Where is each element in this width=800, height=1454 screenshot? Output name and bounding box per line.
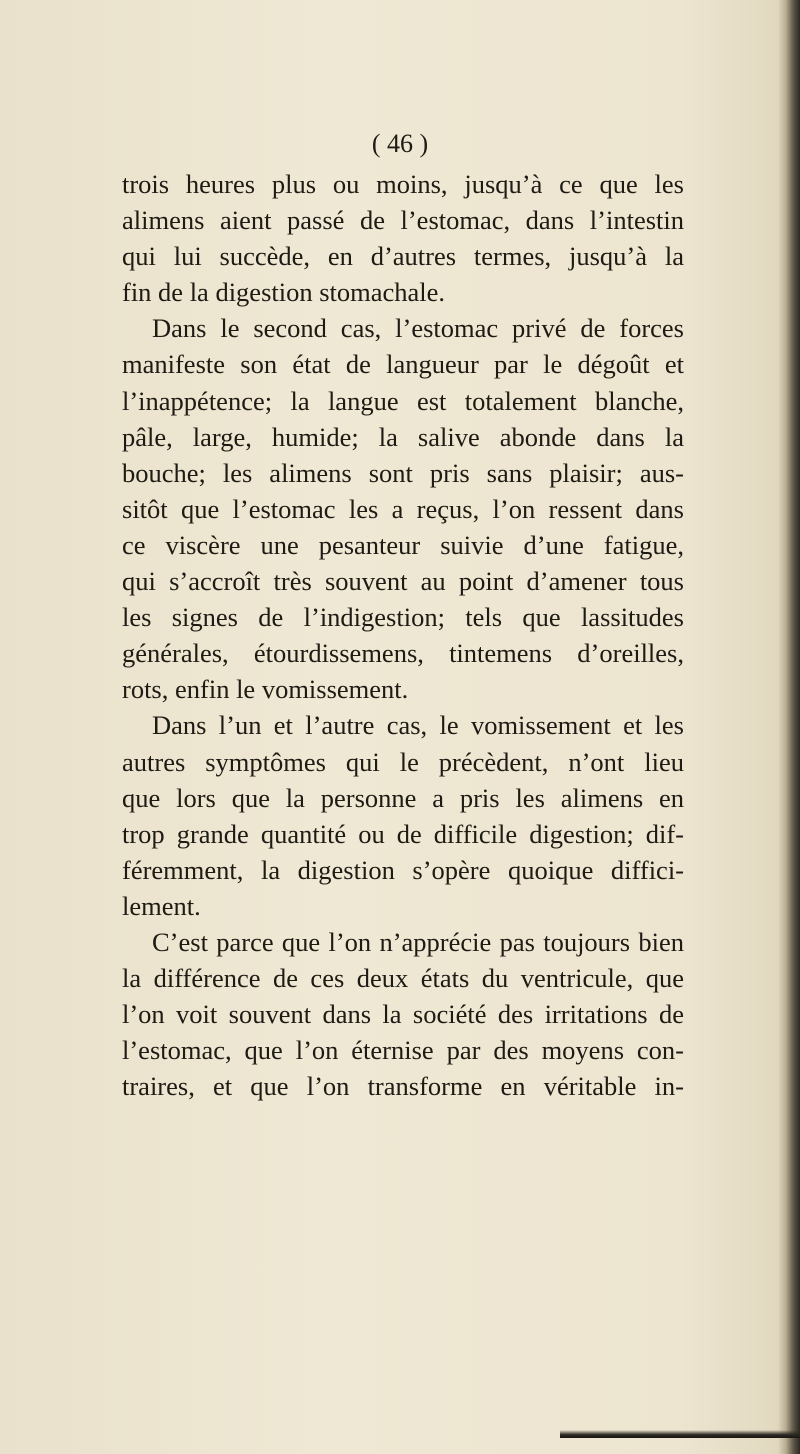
text-line: lement. (122, 890, 201, 921)
text-line: C’est parce que l’on n’apprécie pas toujours bien (152, 926, 684, 957)
text-line: trois heures plus ou moins, jusqu’à ce que les (122, 169, 684, 199)
book-spine-shadow (778, 0, 800, 1454)
text-line: rots, enfin le vomissement. (122, 674, 409, 705)
text-line: trop grande quantité ou de difficile digestion; dif- (122, 818, 684, 849)
text-line: les signes de l’indigestion; tels que lassitudes (122, 602, 684, 633)
text-line: féremment, la digestion s’opère quoique diffici- (122, 854, 684, 885)
text-line: bouche; les alimens sont pris sans plaisir; aus- (122, 457, 684, 488)
text-line: ce viscère une pesanteur suivie d’une fatigue, (122, 529, 684, 560)
text-line: la différence de ces deux états du ventricule, que (122, 963, 684, 994)
page-bottom-edge (560, 1430, 800, 1438)
text-line: qui s’accroît très souvent au point d’amener tous (122, 566, 684, 597)
body-text (122, 166, 684, 1104)
text-line: l’estomac, que l’on éternise par des moyens con- (122, 1035, 684, 1066)
page-number: ( 46 ) (371, 129, 429, 158)
text-line: manifeste son état de langueur par le dégoût et (122, 349, 684, 380)
text-line: fin de la digestion stomachale. (122, 277, 446, 308)
text-line: l’inappétence; la langue est totalement blanche, (122, 385, 684, 416)
text-line: que lors que la personne a pris les alimens en (122, 782, 684, 813)
text-line: Dans l’un et l’autre cas, le vomissement et les (152, 710, 684, 741)
text-line: Dans le second cas, l’estomac privé de forces (152, 313, 684, 344)
text-line: sitôt que l’estomac les a reçus, l’on ressent dans (122, 493, 684, 524)
text-line: qui lui succède, en d’autres termes, jusqu’à la (122, 241, 684, 272)
text-line: générales, étourdissemens, tintemens d’oreilles, (122, 638, 684, 669)
text-line: traires, et que l’on transforme en véritable in- (122, 1071, 684, 1102)
text-line: alimens aient passé de l’estomac, dans l’intestin (122, 205, 684, 236)
text-line: pâle, large, humide; la salive abonde dans la (122, 421, 684, 452)
text-line: l’on voit souvent dans la société des irritations de (122, 999, 684, 1030)
text-line: autres symptômes qui le précèdent, n’ont lieu (122, 746, 684, 777)
